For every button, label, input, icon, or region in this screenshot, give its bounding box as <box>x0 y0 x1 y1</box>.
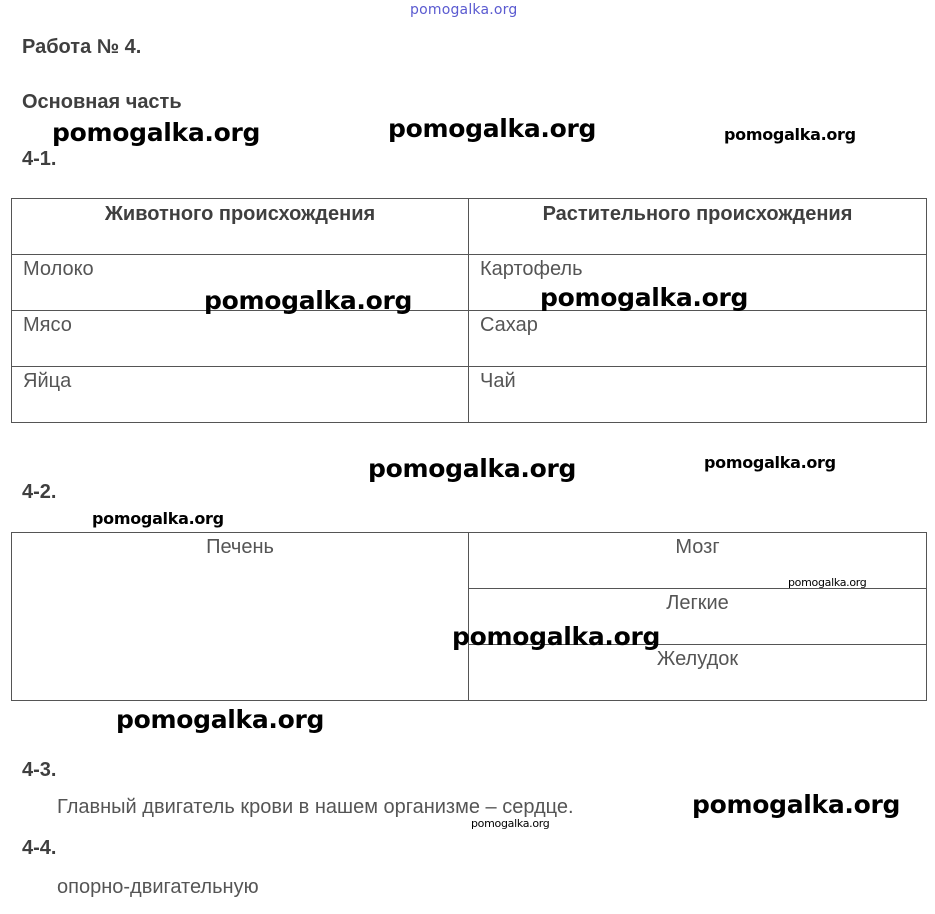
table-cell: Молоко <box>12 255 469 311</box>
organs-table <box>11 532 927 701</box>
section-label-4-1: 4-1. <box>22 148 57 170</box>
watermark: pomogalka.org <box>540 283 749 312</box>
section-label-4-2: 4-2. <box>22 481 57 503</box>
watermark: pomogalka.org <box>204 286 413 315</box>
answer-text-4-4: опорно-двигательную <box>57 876 259 898</box>
watermark: pomogalka.org <box>388 114 597 143</box>
table-row <box>12 255 927 311</box>
table-row <box>12 367 927 423</box>
answer-text-4-3: Главный двигатель крови в нашем организме – сердце. <box>57 796 574 818</box>
section-subtitle: Основная часть <box>22 91 182 113</box>
column-header: Растительного происхождения <box>469 199 927 255</box>
table-cell: Яйца <box>12 367 469 423</box>
column-header: Животного происхождения <box>12 199 469 255</box>
section-label-4-3: 4-3. <box>22 759 57 781</box>
table-cell: Легкие <box>469 589 927 645</box>
site-link[interactable]: pomogalka.org <box>410 2 518 18</box>
watermark: pomogalka.org <box>52 118 261 147</box>
page-title: Работа № 4. <box>22 36 142 58</box>
table-cell: Печень <box>12 533 469 701</box>
watermark: pomogalka.org <box>368 454 577 483</box>
watermark: pomogalka.org <box>471 817 550 830</box>
table-cell: Мясо <box>12 311 469 367</box>
table-cell: Желудок <box>469 645 927 701</box>
watermark: pomogalka.org <box>92 509 224 528</box>
table-row <box>12 311 927 367</box>
watermark: pomogalka.org <box>704 453 836 472</box>
section-label-4-4: 4-4. <box>22 837 57 859</box>
table-cell: Картофель <box>469 255 927 311</box>
food-origin-table <box>11 198 927 423</box>
watermark: pomogalka.org <box>116 705 325 734</box>
table-header-row <box>12 199 927 255</box>
table-cell: Мозг <box>469 533 927 589</box>
table-cell: Чай <box>469 367 927 423</box>
watermark: pomogalka.org <box>452 622 661 651</box>
table-cell: Сахар <box>469 311 927 367</box>
watermark: pomogalka.org <box>692 790 901 819</box>
watermark: pomogalka.org <box>788 576 867 589</box>
watermark: pomogalka.org <box>724 125 856 144</box>
